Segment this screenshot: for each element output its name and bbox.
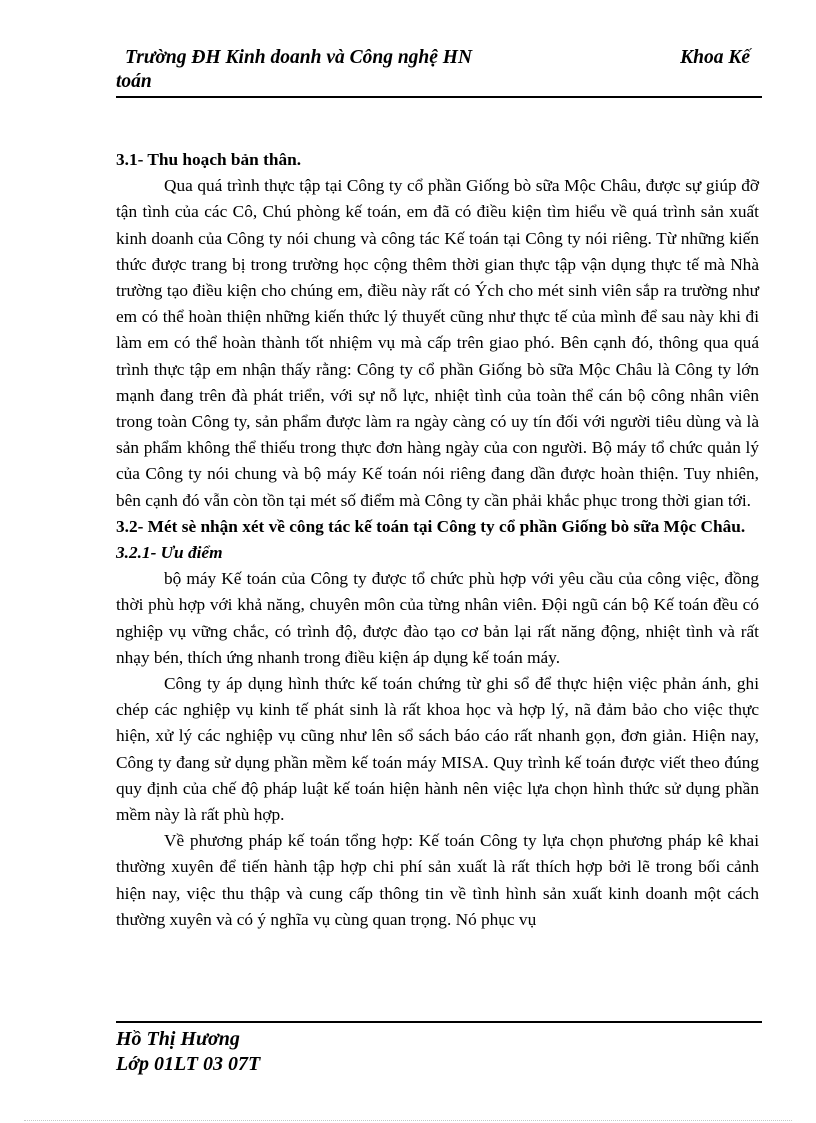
document-body xyxy=(116,147,759,933)
department-name: Khoa Kế xyxy=(680,47,750,68)
page-footer xyxy=(116,1021,762,1077)
section-3-1-title: 3.1- Thu hoạch bản thân. xyxy=(116,150,302,169)
section-3-1-paragraph: Qua quá trình thực tập tại Công ty cổ phần Giống bò sữa Mộc Châu, được sự giúp đỡ tận tình của các Cô, Chú phòng kế toán, em đã có điều kiện tìm hiểu về quá trình sản xuất kinh doanh của Công ty nói chung và công tác Kế toán tại Công ty nói riêng. Từ những kiến thức được trang bị trong trường học cộng thêm thời gian thực tập vận dụng thực tế mà Nhà trường tạo điều kiện cho chúng em, điều này rất có Ých cho mét sinh viên sắp ra trường như em có thể hoàn thiện những kiến thức lý thuyết cũng như thực tế của mình để sau này khi đi làm em có thể hoàn thành tốt nhiệm vụ mà cấp trên giao phó. Bên cạnh đó, thông qua quá trình thực tập em nhận thấy rằng: Công ty cổ phần Giống bò sữa Mộc Châu là Công ty lớn mạnh đang trên đà phát triển, với sự nỗ lực, nhiệt tình của toàn thể cán bộ công nhân viên trong toàn Công ty, sản phẩm được làm ra ngày càng có uy tín đối với người tiêu dùng và là sản phẩm không thể thiếu trong thực đơn hàng ngày của con người. Bộ máy tổ chức quản lý của Công ty nói chung và bộ máy Kế toán nói riêng đang dần được hoàn thiện. Tuy nhiên, bên cạnh đó vẫn còn tồn tại mét số điểm mà Công ty cần phải khắc phục trong thời gian tới. xyxy=(116,176,759,510)
paragraph-3: Về phương pháp kế toán tổng hợp: Kế toán Công ty lựa chọn phương pháp kê khai thường xuyên để tiến hành tập hợp chi phí sản xuất là rất thích hợp bởi lẽ trong bối cảnh hiện nay, việc thu thập và cung cấp thông tin về tình hình sản xuất kinh doanh một cách thường xuyên và có ý nghĩa vụ cùng quan trọng. Nó phục vụ xyxy=(116,831,759,929)
paragraph-2: Công ty áp dụng hình thức kế toán chứng từ ghi sổ để thực hiện việc phản ánh, ghi chép các nghiệp vụ kinh tế phát sinh là rất khoa học và hợp lý, nã đảm bảo cho việc thực hiện, xử lý các nghiệp vụ cũng như lên sổ sách báo cáo rất nhanh gọn, đơn giản. Hiện nay, Công ty đang sử dụng phần mềm kế toán máy MISA. Quy trình kế toán được viết theo đúng quy định của chế độ pháp luật kế toán hiện hành nên việc lựa chọn hình thức sử dụng phần mềm này là rất phù hợp. xyxy=(116,674,759,825)
section-3-2-title: 3.2- Mét sè nhận xét về công tác kế toán tại Công ty cổ phần Giống bò sữa Mộc Châu. xyxy=(116,516,746,536)
section-3-2-1-title: 3.2.1- Ưu điểm xyxy=(116,543,223,563)
header-row xyxy=(116,46,762,70)
class-name: Lớp 01LT 03 07T xyxy=(116,1053,261,1075)
paragraph-1: bộ máy Kế toán của Công ty được tổ chức phù hợp với yêu cầu của công việc, đồng thời phù hợp với khả năng, chuyên môn của từng nhân viên. Đội ngũ cán bộ Kế toán đều có nghiệp vụ vững chắc, có trình độ, được đào tạo cơ bản lại rất năng động, nhiệt tình và rất nhạy bén, thích ứng nhanh trong điều kiện áp dụng kế toán máy. xyxy=(116,569,759,667)
page-header xyxy=(116,46,762,98)
school-name: Trường ĐH Kinh doanh và Công nghệ HN xyxy=(125,47,473,68)
author-name: Hồ Thị Hương xyxy=(116,1028,240,1050)
department-continuation: toán xyxy=(116,71,152,92)
page-bottom-divider xyxy=(24,1120,792,1121)
